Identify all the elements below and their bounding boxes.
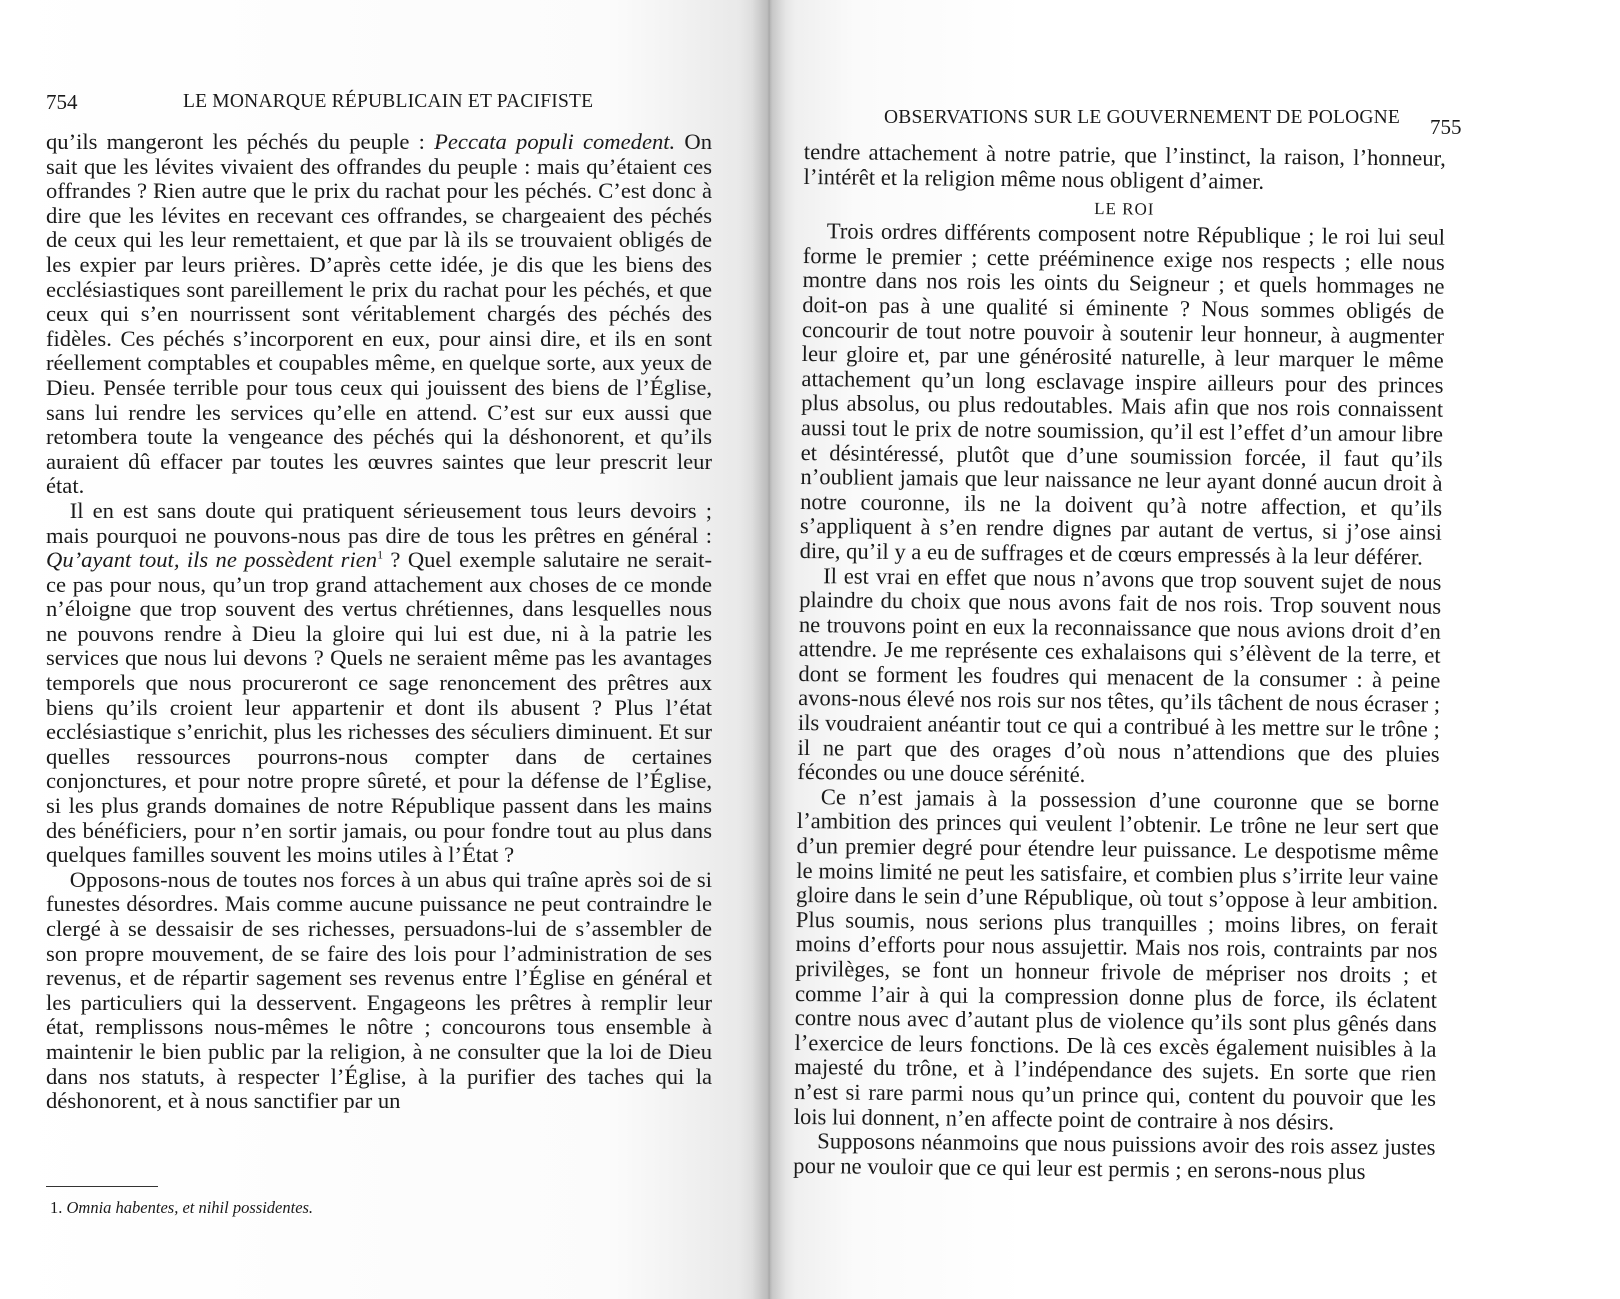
paragraph: qu’ils mangeront les péchés du peuple : Peccata populi comedent. On sait que les lévites vivaient des offrandes du peuple : mais qu’étaient ces offrandes ? Rien autre que le prix du rachat pour les péchés. C’est donc à dire que les lévites en recevant ces offrandes, se chargeaient des péchés de ceux qui les leur remettaient, et que par là ils se trouvaient obligés de les expier par leurs prières. D’après cette idée, je dis que les biens des ecclésiastiques sont pareillement le prix du rachat pour les péchés, et que ceux qui s’en nourrissent sont véritablement chargés des péchés des fidèles. Ces péchés s’incorporent en eux, pour ainsi dire, et ils en sont réellement comptables et coupables même, en quelque sorte, aux yeux de Dieu. Pensée terrible pour tous ceux qui jouissent des biens de l’Église, sans lui rendre les services qu’elle en attend. C’est sur eux aussi que retombera toute la vengeance des péchés qui la déshonorent, et qu’ils auraient dû effacer par toutes les œuvres saintes que leur prescrit leur état. <box>46 129 713 499</box>
section-title: LE ROI <box>1094 199 1155 219</box>
paragraph: Il en est sans doute qui pratiquent sérieusement tous leurs devoirs ; mais pourquoi ne pouvons-nous pas dire de tous les prêtres en général : Qu’ayant tout, ils ne possèdent rien$^1$ ? Quel exemple salutaire ne serait-ce pas pour nous, qu’un trop grand attachement aux choses de ce monde n’éloigne que trop souvent des vertus chrétiennes, dans lesquelles nous ne pouvons rendre à Dieu la gloire qui lui est due, ni à la patrie les services que nous lui devons ? Quels ne seraient même pas les avantages temporels que nous procureront ce sage renoncement des prêtres aux biens qu’ils croient leur appartenir et dont ils abusent ? Plus l’état ecclésiastique s’enrichit, plus les richesses des séculiers diminuent. Et sur quelles ressources pourrons-nous compter dans de certaines conjonctures, et pour notre propre sûreté, et pour la défense de l’Église, si les plus grands domaines de notre République passent dans les mains des bénéficiers, pour n’en sortir jamais, ou pour fondre tout au plus dans quelques familles souvent les moins utiles à l’État ? <box>46 497 712 868</box>
paragraph: Opposons-nous de toutes nos forces à un abus qui traîne après soi de si funestes désordres. Mais comme aucune puissance ne peut contraindre le clergé à se dessaisir de ses richesses, persuadons-lui de s’assembler de son propre mouvement, de se faire des lois pour l’administration de ses revenus, et de répartir sagement ses revenus entre l’Église en général et les particuliers qui la desservent. Engageons les prêtres à remplir leur état, remplissons nous-mêmes le nôtre ; concourons tous ensemble à maintenir le bien public par la religion, à ne consulter que la loi de Dieu dans nos statuts, à respecter l’Église, à la purifier des taches qui la déshonorent, et à nous sanctifier par un <box>46 866 712 1114</box>
page-number-right: 755 <box>1430 115 1462 139</box>
paragraph: Ce n’est jamais à la possession d’une couronne que se borne l’ambition des princes qui veulent l’obtenir. Le trône ne leur sert que d’un premier degré pour étendre leur puissance. Le despotisme même le moins limité ne peut les satisfaire, et combien plus s’irrite leur vaine gloire dans le sein d’une République, où tout s’oppose à leur ambition. Plus soumis, nous serions plus tranquilles ; moins libres, on ferait moins d’efforts pour nous assujettir. Mais nos rois, contraints par nos privilèges, se font un honneur frivole de mépriser nos droits ; et comme l’air à qui la compression donne plus de force, ils éclatent contre nous avec d’autant plus de violence qu’ils sont plus gênés dans l’exercice de leurs fonctions. De là ces excès également nuisibles à la majesté du trône, et à l’indépendance des sujets. En sorte que rien n’est si rare parmi nous qu’un prince qui, content du pouvoir que les lois lui donnent, n’en affecte point de contraire à nos désirs. <box>793 784 1440 1135</box>
paragraph: Il est vrai en effet que nous n’avons que trop souvent sujet de nous plaindre du choix que nous avons fait de nos rois. Trop souvent nous ne trouvons point en eux la reconnaissance que nous avions droit d’en attendre. Je me représente ces exhalaisons qui s’élèvent de la terre, et dont se forment les foudres qui menacent de la consumer : à peine avons-nous élevé nos rois sur nos têtes, qu’ils tâchent de nous écraser ; ils voudraient anéantir tout ce qui a contribué à les mettre sur le trône ; il ne part que des orages d’où nous n’attendions que des pluies fécondes ou une douce sérénité. <box>797 562 1442 788</box>
footnote-divider <box>46 1186 158 1187</box>
right-page <box>770 0 1620 1299</box>
left-page <box>0 0 770 1299</box>
running-head-right: OBSERVATIONS SUR LE GOUVERNEMENT DE POLOGNE <box>884 107 1401 128</box>
page-number-left: 754 <box>46 90 78 114</box>
footnote-text: Omnia habentes, et nihil possidentes. <box>66 1198 314 1217</box>
right-page-body <box>793 140 1446 1185</box>
footnote-number: 1. <box>50 1198 63 1217</box>
left-page-body <box>46 130 712 1114</box>
italic-quote: Qu’ayant tout, ils ne possèdent rien <box>46 547 378 573</box>
running-head-left: LE MONARQUE RÉPUBLICAIN ET PACIFISTE <box>183 91 594 112</box>
paragraph: tendre attachement à notre patrie, que l’instinct, la raison, l’honneur, l’intérêt et la religion même nous obligent d’aimer. <box>803 139 1446 194</box>
footnote <box>50 1198 313 1218</box>
paragraph: Trois ordres différents composent notre République ; le roi lui seul forme le premier ; cette prééminence exige nos respects ; elle nous montre dans nos rois les oints du Seigneur ; et quels hommages ne doit-on pas à une qualité si éminente ? Nous sommes obligés de concourir de tout notre pouvoir à soutenir leur honneur, à augmenter leur gloire et, par une générosité naturelle, à leur marquer le même attachement qu’un long esclavage inspire ailleurs pour des princes plus absolus, ou plus redoutables. Mais afin que nos rois connaissent aussi tout le prix de notre soumission, qu’il est l’effet d’un amour libre et désintéressé, plutôt que d’une soumission forcée, il faut qu’ils n’oublient jamais que leur naissance ne leur ayant donné aucun droit à notre couronne, ils ne la doivent qu’à notre affection, et qu’ils s’appliquent à s’en rendre dignes par autant de vertus, si j’ose ainsi dire, qu’il y a eu de suffrages et de cœurs empressés à la leur déférer. <box>799 218 1446 570</box>
footnote-reference: 1 <box>377 547 384 562</box>
latin-quote: Peccata populi comedent. <box>434 129 676 154</box>
paragraph: Supposons néanmoins que nous puissions avoir des rois assez justes pour ne vouloir que ce qui leur est permis ; en serons-nous plus <box>793 1128 1436 1184</box>
